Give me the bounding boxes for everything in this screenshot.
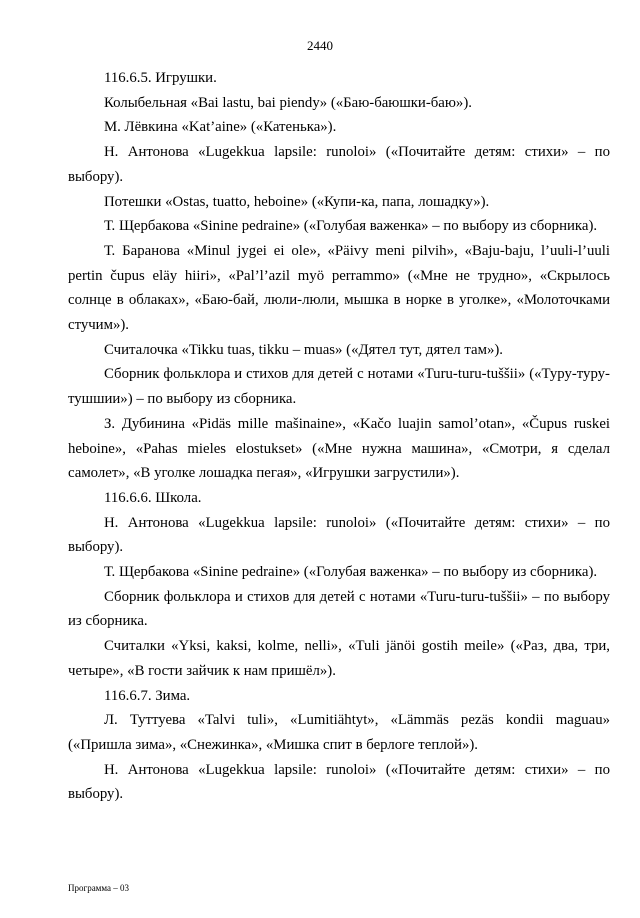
body-text bbox=[68, 66, 610, 807]
paragraph: Л. Туттуева «Talvi tuli», «Lumitiähtyt», «Lämmäs pezäs kondii maguau» («Пришла зима», «Снежинка», «Мишка спит в берлоге теплой»). bbox=[68, 712, 610, 753]
section-heading: 116.6.5. Игрушки. bbox=[104, 70, 217, 86]
section-heading: 116.6.7. Зима. bbox=[104, 687, 191, 704]
page-number: 2440 bbox=[307, 38, 333, 53]
paragraph: З. Дубинина «Pidäs mille mašinaine», «Kačo luajin samol’otan», «Čupus ruskei heboine», «Pahas mieles elostukset» («Мне нужна машина», «Смотри, я сделал самолет», «В уголке лошадка пегая», «Игрушки загрустили»). bbox=[68, 415, 610, 482]
paragraph: Считалки «Yksi, kaksi, kolme, nelli», «Tuli jänöi gostih meile» («Раз, два, три, четыре», «В гости зайчик к нам пришёл»). bbox=[68, 638, 610, 679]
paragraph: Сборник фольклора и стихов для детей с нотами «Turu-turu-tuššii» – по выбору из сборника. bbox=[68, 588, 610, 630]
paragraph: Сборник фольклора и стихов для детей с нотами «Turu-turu-tuššii» («Туру-туру-тушшии») – по выбору из сборника. bbox=[68, 366, 610, 408]
paragraph: Н. Антонова «Lugekkua lapsile: runoloi» («Почитайте детям: стихи» – по выбору). bbox=[68, 144, 610, 185]
paragraph: М. Лёвкина «Kat’aine» («Катенька»). bbox=[104, 119, 337, 136]
page-footer: Программа – 03 bbox=[68, 883, 130, 893]
paragraph: Т. Баранова «Minul jygei ei ole», «Päivy meni pilvih», «Baju-baju, l’uuli-l’uuli pertin čupus eläy hiiri», «Pal’l’azil myö perrammo» («Мне не трудно», «Скрылось солнце в облаках», «Баю-бай, люли-люли, мышка в норке в уголке», «Молоточками стучим»). bbox=[68, 242, 610, 334]
paragraph: Т. Щербакова «Sinine pedraine» («Голубая важенка» – по выбору из сборника). bbox=[104, 564, 598, 581]
paragraph: Потешки «Ostas, tuatto, heboine» («Купи-ка, папа, лошадку»). bbox=[104, 193, 490, 210]
paragraph: Считалочка «Tikku tuas, tikku – muas» («Дятел тут, дятел там»). bbox=[104, 341, 503, 358]
paragraph: Н. Антонова «Lugekkua lapsile: runoloi» («Почитайте детям: стихи» – по выбору). bbox=[68, 761, 610, 803]
section-heading: 116.6.6. Школа. bbox=[104, 489, 202, 506]
paragraph: Колыбельная «Bai lastu, bai piendy» («Баю-баюшки-баю»). bbox=[104, 94, 472, 111]
paragraph: Н. Антонова «Lugekkua lapsile: runoloi» («Почитайте детям: стихи» – по выбору). bbox=[68, 514, 610, 556]
paragraph: Т. Щербакова «Sinine pedraine» («Голубая важенка» – по выбору из сборника). bbox=[104, 218, 598, 235]
